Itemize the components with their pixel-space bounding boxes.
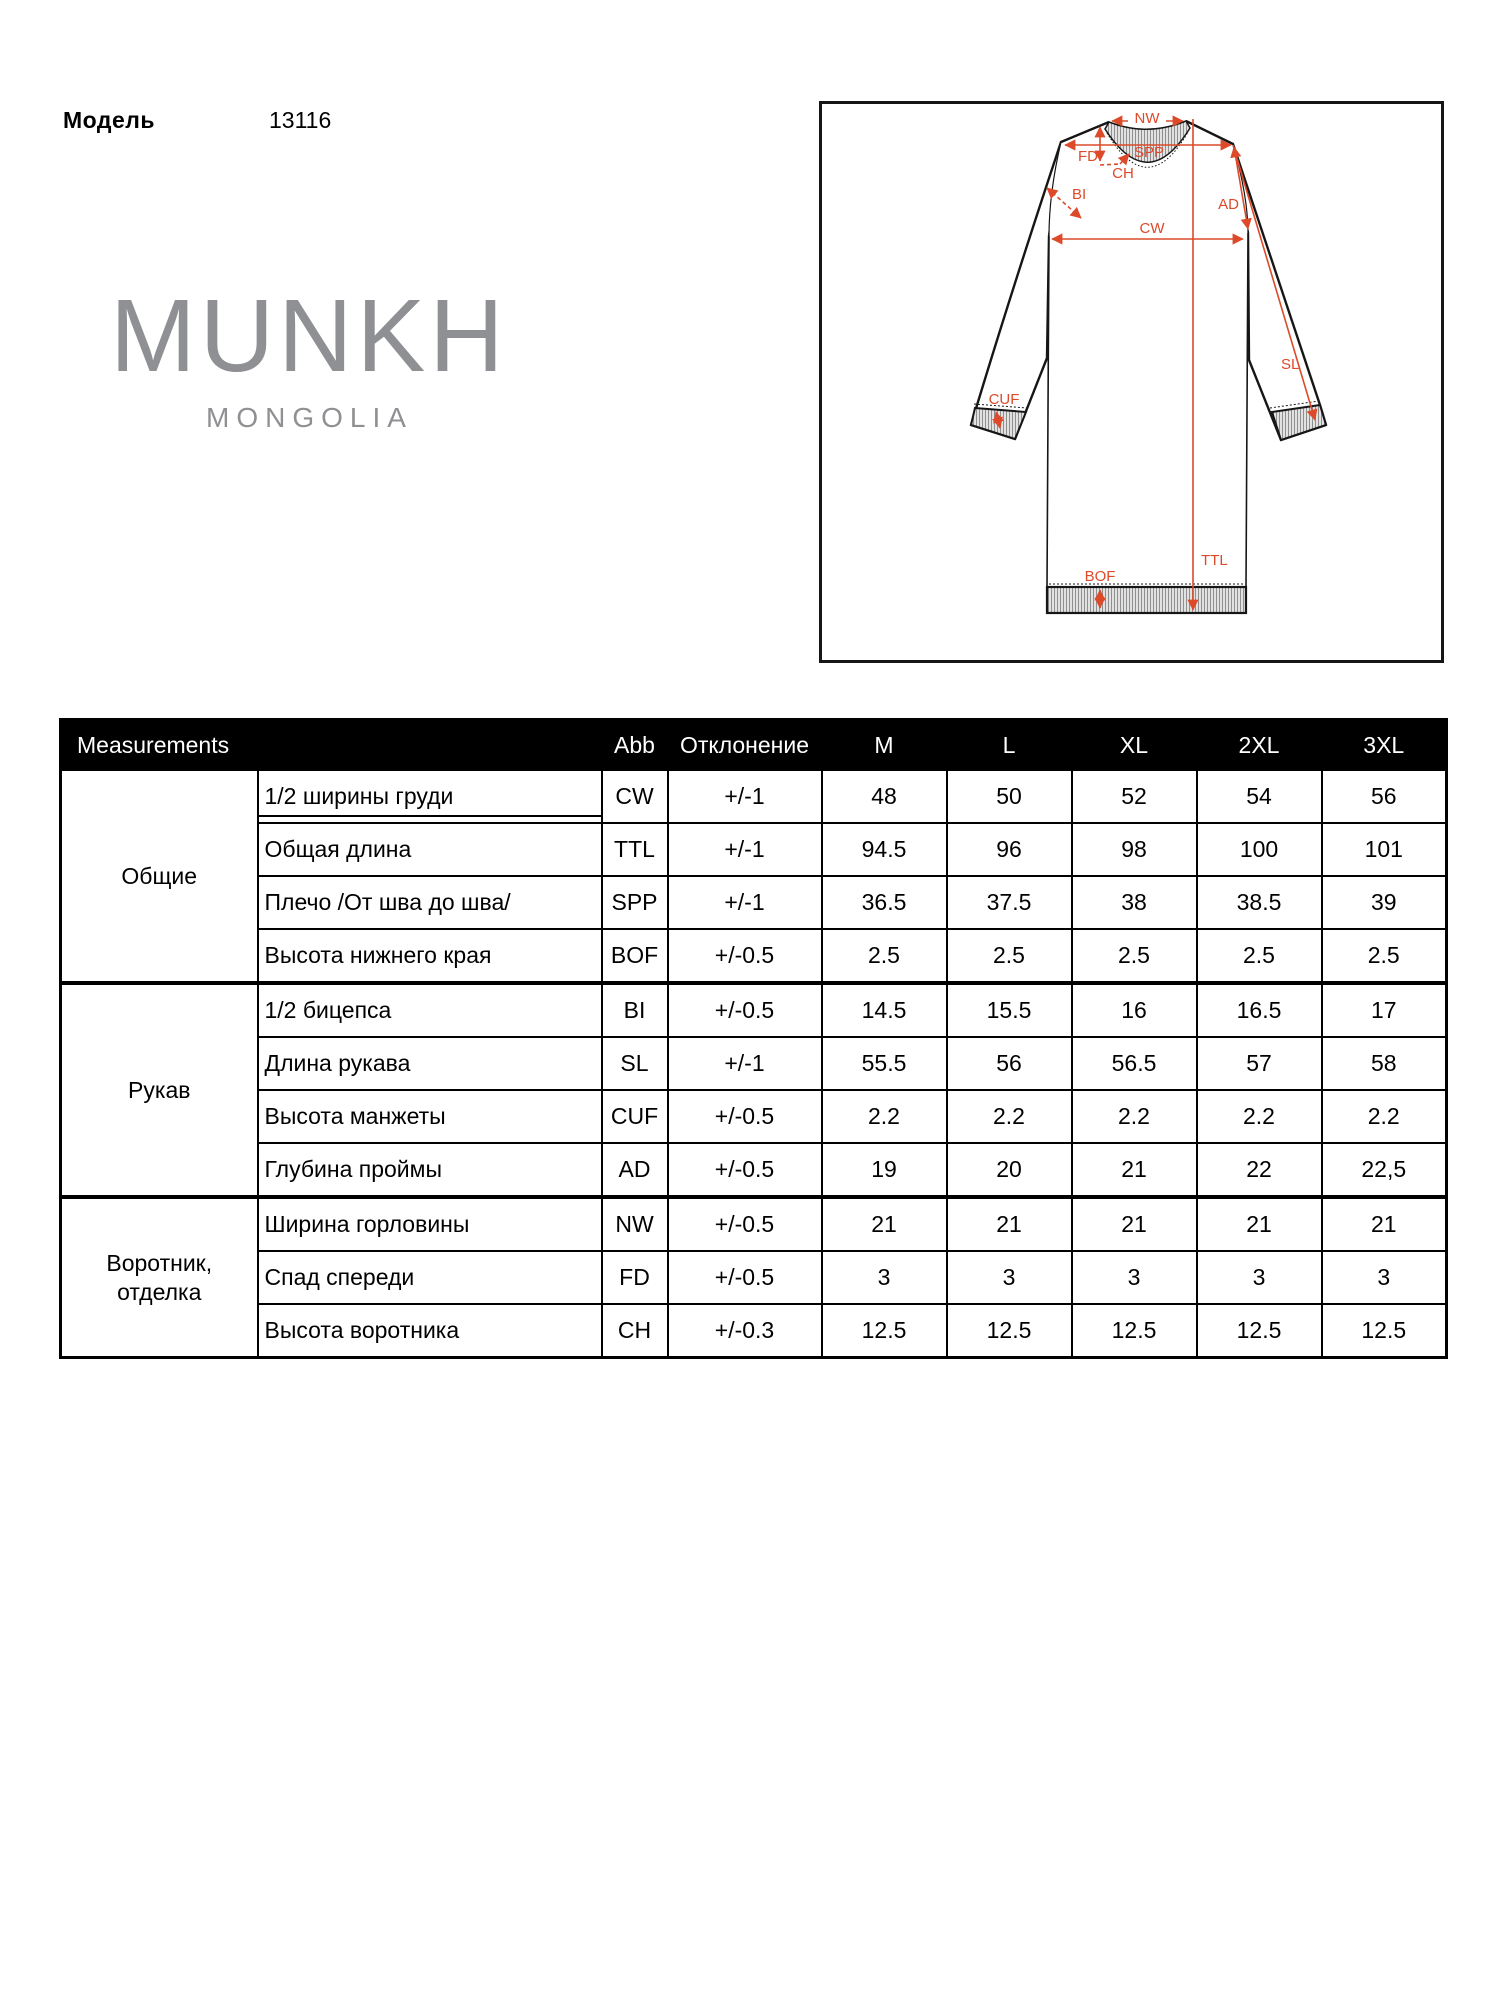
size-value-cell: 3	[822, 1251, 947, 1304]
param-cell: 1/2 ширины груди	[258, 770, 602, 823]
size-value-cell: 2.5	[1072, 929, 1197, 983]
abb-cell: BOF	[602, 929, 668, 983]
ch-label: CH	[1112, 165, 1134, 182]
size-value-cell: 2.2	[947, 1090, 1072, 1143]
header-row	[61, 720, 1447, 771]
size-value-cell: 52	[1072, 770, 1197, 823]
size-value-cell: 21	[1197, 1197, 1322, 1251]
size-value-cell: 2.5	[947, 929, 1072, 983]
size-value-cell: 14.5	[822, 983, 947, 1037]
brand-logo-subtitle: MONGOLIA	[206, 402, 413, 433]
garment-diagram	[822, 104, 1441, 660]
hem-rib-band	[1047, 584, 1246, 613]
tolerance-cell: +/-1	[668, 823, 822, 876]
abb-cell: AD	[602, 1143, 668, 1197]
size-value-cell: 36.5	[822, 876, 947, 929]
header-tolerance: Отклонение	[668, 720, 822, 771]
size-col-header: XL	[1072, 720, 1197, 771]
size-value-cell: 38.5	[1197, 876, 1322, 929]
abb-cell: FD	[602, 1251, 668, 1304]
size-col-header: 2XL	[1197, 720, 1322, 771]
garment-diagram-frame	[819, 101, 1444, 663]
size-value-cell: 12.5	[1197, 1304, 1322, 1358]
size-value-cell: 2.5	[1197, 929, 1322, 983]
size-value-cell: 57	[1197, 1037, 1322, 1090]
tolerance-cell: +/-0.5	[668, 983, 822, 1037]
size-value-cell: 17	[1322, 983, 1447, 1037]
size-value-cell: 56.5	[1072, 1037, 1197, 1090]
table-row	[61, 1090, 1447, 1143]
measurements-table	[59, 718, 1448, 1359]
abb-cell: CW	[602, 770, 668, 823]
bi-label: BI	[1072, 186, 1087, 203]
size-value-cell: 21	[1072, 1197, 1197, 1251]
size-value-cell: 21	[947, 1197, 1072, 1251]
size-value-cell: 12.5	[1072, 1304, 1197, 1358]
param-cell: Глубина проймы	[258, 1143, 602, 1197]
size-value-cell: 58	[1322, 1037, 1447, 1090]
tolerance-cell: +/-0.5	[668, 1251, 822, 1304]
nw-label: NW	[1134, 110, 1160, 127]
abb-cell: BI	[602, 983, 668, 1037]
size-value-cell: 2.2	[1072, 1090, 1197, 1143]
tolerance-cell: +/-1	[668, 770, 822, 823]
size-value-cell: 101	[1322, 823, 1447, 876]
size-value-cell: 12.5	[947, 1304, 1072, 1358]
size-value-cell: 22,5	[1322, 1143, 1447, 1197]
size-value-cell: 16.5	[1197, 983, 1322, 1037]
size-value-cell: 56	[947, 1037, 1072, 1090]
param-cell: Плечо /От шва до шва/	[258, 876, 602, 929]
tolerance-cell: +/-1	[668, 876, 822, 929]
param-cell: Высота нижнего края	[258, 929, 602, 983]
table-body	[61, 770, 1447, 1358]
cw-label: CW	[1139, 220, 1165, 237]
sl-label: SL	[1281, 356, 1300, 373]
size-value-cell: 37.5	[947, 876, 1072, 929]
table-header	[61, 720, 1447, 771]
param-cell: Длина рукава	[258, 1037, 602, 1090]
tolerance-cell: +/-0.3	[668, 1304, 822, 1358]
size-value-cell: 19	[822, 1143, 947, 1197]
size-value-cell: 94.5	[822, 823, 947, 876]
tolerance-cell: +/-0.5	[668, 1090, 822, 1143]
abb-cell: CH	[602, 1304, 668, 1358]
size-value-cell: 22	[1197, 1143, 1322, 1197]
table-row	[61, 823, 1447, 876]
param-cell: Спад спереди	[258, 1251, 602, 1304]
size-value-cell: 3	[1197, 1251, 1322, 1304]
fd-label: FD	[1078, 148, 1098, 165]
size-value-cell: 96	[947, 823, 1072, 876]
tolerance-cell: +/-0.5	[668, 929, 822, 983]
size-value-cell: 21	[822, 1197, 947, 1251]
table-row	[61, 1037, 1447, 1090]
size-value-cell: 12.5	[1322, 1304, 1447, 1358]
size-value-cell: 2.2	[822, 1090, 947, 1143]
size-value-cell: 3	[1322, 1251, 1447, 1304]
size-value-cell: 15.5	[947, 983, 1072, 1037]
size-col-header: 3XL	[1322, 720, 1447, 771]
size-value-cell: 100	[1197, 823, 1322, 876]
param-cell: Общая длина	[258, 823, 602, 876]
size-value-cell: 3	[947, 1251, 1072, 1304]
ttl-label: TTL	[1201, 552, 1228, 569]
table-row	[61, 1143, 1447, 1197]
group-cell: Рукав	[61, 983, 258, 1197]
param-cell: Высота воротника	[258, 1304, 602, 1358]
table-row	[61, 983, 1447, 1037]
model-number: 13116	[269, 107, 332, 133]
table-row	[61, 770, 1447, 823]
size-value-cell: 48	[822, 770, 947, 823]
tolerance-cell: +/-0.5	[668, 1143, 822, 1197]
size-value-cell: 55.5	[822, 1037, 947, 1090]
size-value-cell: 54	[1197, 770, 1322, 823]
size-value-cell: 2.2	[1322, 1090, 1447, 1143]
brand-logo: MUNKH	[110, 278, 508, 393]
param-cell: Ширина горловины	[258, 1197, 602, 1251]
bof-label: BOF	[1084, 568, 1116, 585]
size-value-cell: 16	[1072, 983, 1197, 1037]
table-row	[61, 1304, 1447, 1358]
measurements-table-wrap	[59, 718, 1448, 1359]
abb-cell: SL	[602, 1037, 668, 1090]
size-value-cell: 39	[1322, 876, 1447, 929]
group-cell: Общие	[61, 770, 258, 983]
param-cell: Высота манжеты	[258, 1090, 602, 1143]
tolerance-cell: +/-0.5	[668, 1197, 822, 1251]
table-row	[61, 1251, 1447, 1304]
size-value-cell: 21	[1322, 1197, 1447, 1251]
size-col-header: L	[947, 720, 1072, 771]
abb-cell: SPP	[602, 876, 668, 929]
size-value-cell: 98	[1072, 823, 1197, 876]
table-row	[61, 1197, 1447, 1251]
size-value-cell: 20	[947, 1143, 1072, 1197]
table-row	[61, 929, 1447, 983]
size-value-cell: 2.5	[1322, 929, 1447, 983]
size-col-header: M	[822, 720, 947, 771]
group-cell: Воротник, отделка	[61, 1197, 258, 1358]
param-cell: 1/2 бицепса	[258, 983, 602, 1037]
header-measurements: Measurements	[61, 720, 602, 771]
size-value-cell: 2.5	[822, 929, 947, 983]
abb-cell: CUF	[602, 1090, 668, 1143]
size-value-cell: 21	[1072, 1143, 1197, 1197]
size-value-cell: 2.2	[1197, 1090, 1322, 1143]
table-row	[61, 876, 1447, 929]
header-abb: Abb	[602, 720, 668, 771]
model-field-label: Модель	[63, 107, 156, 133]
spp-label: SPP	[1133, 144, 1165, 161]
abb-cell: NW	[602, 1197, 668, 1251]
size-value-cell: 56	[1322, 770, 1447, 823]
abb-cell: TTL	[602, 823, 668, 876]
size-value-cell: 3	[1072, 1251, 1197, 1304]
size-value-cell: 50	[947, 770, 1072, 823]
tolerance-cell: +/-1	[668, 1037, 822, 1090]
ad-label: AD	[1218, 196, 1239, 213]
param-cell-underline	[259, 815, 601, 817]
size-value-cell: 12.5	[822, 1304, 947, 1358]
size-value-cell: 38	[1072, 876, 1197, 929]
cuf-label: CUF	[988, 391, 1020, 408]
